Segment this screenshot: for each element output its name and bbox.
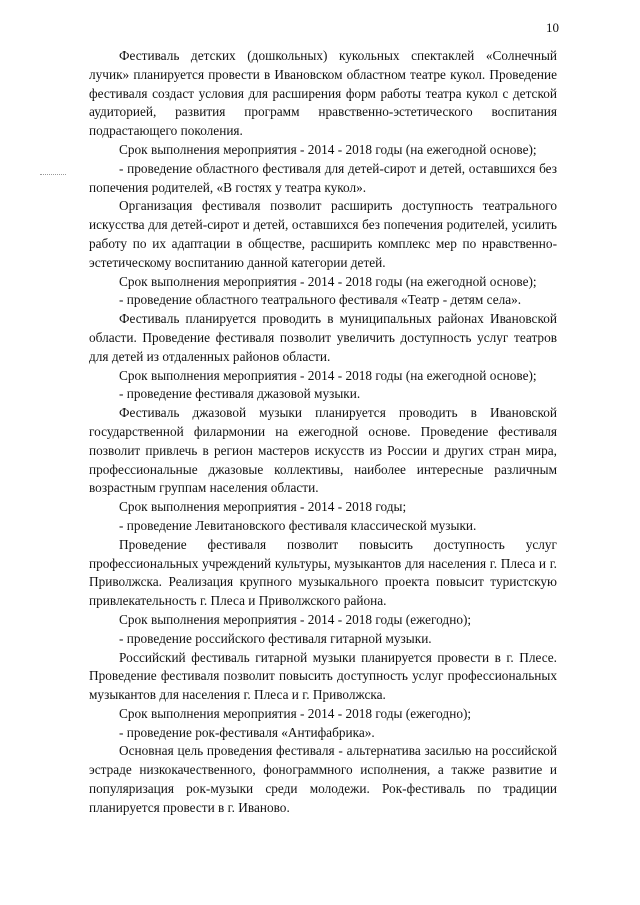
paragraph: Срок выполнения мероприятия - 2014 - 2018 годы (ежегодно); [119, 611, 472, 627]
list-item: - проведение Левитановского фестиваля классической музыки. [119, 517, 477, 533]
paragraph: Фестиваль планируется проводить в муниципальных районах Ивановской области. Проведение фестиваля позволит увеличить доступность услуг театров для детей из отдаленных районов области. [89, 311, 557, 364]
paragraph: Организация фестиваля позволит расширить доступность театрального искусства для детей-сирот и детей, оставшихся без попечения родителей, усилить работу по их адаптации в обществе, расширить комплекс мер по нравственно-эстетическому воспитанию данной категории детей. [89, 198, 557, 270]
document-body [89, 47, 557, 818]
paragraph: Фестиваль джазовой музыки планируется проводить в Ивановской государственной филармонии на ежегодной основе. Проведение фестиваля позволит привлечь в регион мастеров искусств из России и других стран мира, профессиональные джазовые коллективы, наиболее интересные различным возрастным группам населения области. [89, 405, 557, 496]
paragraph: Срок выполнения мероприятия - 2014 - 2018 годы (на ежегодной основе); [119, 141, 537, 157]
paragraph: Проведение фестиваля позволит повысить доступность услуг профессиональных учреждений культуры, музыкантов для населения г. Плеса и г. Приволжска. Реализация крупного музыкального проекта повысит туристскую привлекательность г. Плеса и Приволжского района. [89, 536, 557, 609]
paragraph: Российский фестиваль гитарной музыки планируется провести в г. Плесе. Проведение фестиваля позволит повысить доступность услуг профессиональных музыкантов для населения г. Плеса и г. Приволжска. [89, 649, 557, 703]
margin-mark [40, 174, 66, 175]
paragraph: Срок выполнения мероприятия - 2014 - 2018 годы; [119, 499, 407, 515]
page-number: 10 [546, 20, 559, 35]
paragraph: Фестиваль детских (дошкольных) кукольных спектаклей «Солнечный лучик» планируется провести в Ивановском областном театре кукол. Проведение фестиваля создаст условия для расширения форм работы театра кукол с детской аудиторией, развития программ нравственно-эстетического воспитания подрастающего поколения. [89, 48, 557, 139]
list-item: - проведение российского фестиваля гитарной музыки. [119, 630, 432, 646]
paragraph: Срок выполнения мероприятия - 2014 - 2018 годы (на ежегодной основе); [119, 273, 537, 289]
list-item: - проведение рок-фестиваля «Антифабрика». [119, 724, 375, 740]
list-item: - проведение фестиваля джазовой музыки. [119, 386, 361, 402]
paragraph: Основная цель проведения фестиваля - альтернатива засилью на российской эстраде низкокачественного, фонограммного исполнения, а также развитие и популяризация рок-музыки среди молодежи. Рок-фестиваль по традиции планируется провести в г. Иваново. [89, 743, 557, 815]
list-item: - проведение областного театрального фестиваля «Театр - детям села». [119, 292, 522, 308]
paragraph: Срок выполнения мероприятия - 2014 - 2018 годы (на ежегодной основе); [119, 367, 537, 383]
paragraph: Срок выполнения мероприятия - 2014 - 2018 годы (ежегодно); [119, 705, 472, 721]
list-item: - проведение областного фестиваля для детей-сирот и детей, оставшихся без попечения родителей, «В гостях у театра кукол». [89, 160, 557, 195]
